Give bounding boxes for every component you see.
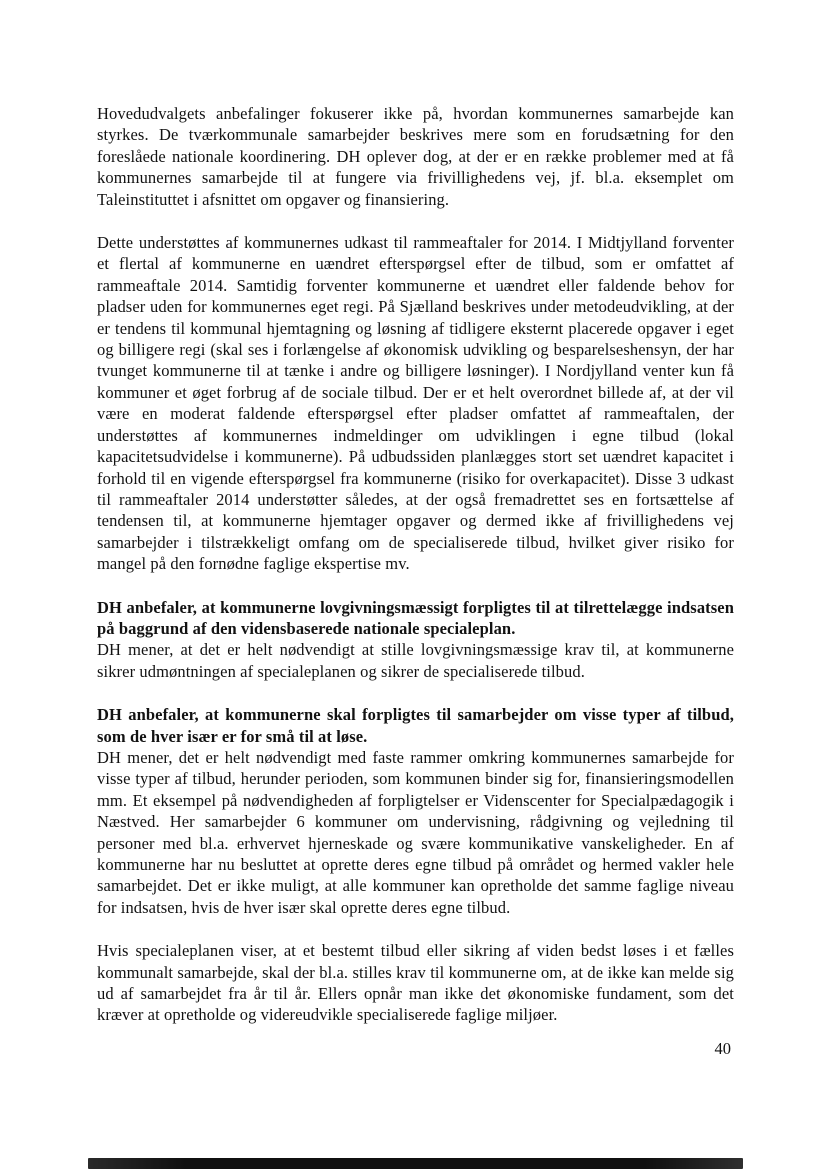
- scan-artifact-bar: [88, 1158, 743, 1169]
- recommendation-heading-samarbejder: DH anbefaler, at kommunerne skal forpligtes til samarbejder om visse typer af tilbud, som de hver især er for små til at løse.: [97, 705, 734, 746]
- page-number: 40: [714, 1039, 731, 1058]
- paragraph-conclusion: Hvis specialeplanen viser, at et bestemt tilbud eller sikring af viden bedst løses i et fælles kommunalt samarbejde, skal der bl.a. stilles krav til kommunerne om, at de ikke kan melde sig ud af samarbejdet fra år til år. Ellers opnår man ikke det økonomiske fundament, som det kræver at opretholde og videreudvikle specialiserede faglige miljøer.: [97, 941, 734, 1025]
- paragraph-intro: Hovedudvalgets anbefalinger fokuserer ikke på, hvordan kommunernes samarbejde kan styrkes. De tværkommunale samarbejder beskrives mere som en forudsætning for den foreslåede nationale koordinering. DH oplever dog, at der er en række problemer med at få kommunernes samarbejde til at fungere via frivillighedens vej, jf. bl.a. eksemplet om Taleinstituttet i afsnittet om opgaver og finansiering.: [97, 104, 734, 209]
- paragraph-dh-mener-samarbejde: DH mener, det er helt nødvendigt med faste rammer omkring kommunernes samarbejde for visse typer af tilbud, herunder perioden, som kommunen binder sig for, finansieringsmodellen mm. Et eksempel på nødvendigheden af forpligtelser er Videnscenter for Specialpædagogik i Næstved. Her samarbejder 6 kommuner om undervisning, rådgivning og vejledning til personer med bl.a. erhvervet hjerneskade og svære kommunikative vanskeligheder. En af kommunerne har nu besluttet at oprette deres egne tilbud på området og hermed vakler hele samarbejdet. Det er ikke muligt, at alle kommuner kan opretholde det samme faglige niveau for indsatsen, hvis de hver især skal oprette deres egne tilbud.: [97, 747, 734, 917]
- recommendation-heading-specialeplan: DH anbefaler, at kommunerne lovgivningsmæssigt forpligtes til at tilrettelægge indsatsen på baggrund af den vidensbaserede nationale specialeplan.: [97, 597, 734, 638]
- page-content: [97, 103, 734, 1026]
- paragraph-dh-mener-specialeplan: DH mener, at det er helt nødvendigt at stille lovgivningsmæssige krav til, at kommunerne sikrer udmøntningen af specialeplanen og sikrer de specialiserede tilbud.: [97, 640, 734, 681]
- paragraph-rammeaftaler: Dette understøttes af kommunernes udkast til rammeaftaler for 2014. I Midtjylland forventer et flertal af kommunerne en uændret efterspørgsel efter de tilbud, som er omfattet af rammeaftale 2014. Samtidig forventer kommunerne et uændret eller faldende behov for pladser uden for kommunernes eget regi. På Sjælland beskrives under metodeudvikling, at der er tendens til kommunal hjemtagning og løsning af tidligere eksternt placerede opgaver i eget og billigere regi (skal ses i forlængelse af økonomisk udvikling og besparelseshensyn, der har tvunget kommunerne til at tænke i andre og billigere løsninger). I Nordjylland venter kun få kommuner et øget forbrug af de sociale tilbud. Der er et helt overordnet billede af, at der vil være en moderat faldende efterspørgsel efter pladser omfattet af rammeaftalen, der understøttes af kommunernes indmeldinger om udviklingen i egne tilbud (lokal kapacitetsudvidelse i kommunerne). På udbudssiden planlægges stort set uændret kapacitet i forhold til en vigende efterspørgsel fra kommunerne (risiko for overkapacitet). Disse 3 udkast til rammeaftaler 2014 understøtter således, at der også fremadrettet ses en fortsættelse af tendensen til, at kommunerne hjemtager opgaver og dermed ikke af frivillighedens vej samarbejder i tilstrækkeligt omfang om de specialiserede tilbud, hvilket giver risiko for mangel på den fornødne faglige ekspertise mv.: [97, 233, 734, 574]
